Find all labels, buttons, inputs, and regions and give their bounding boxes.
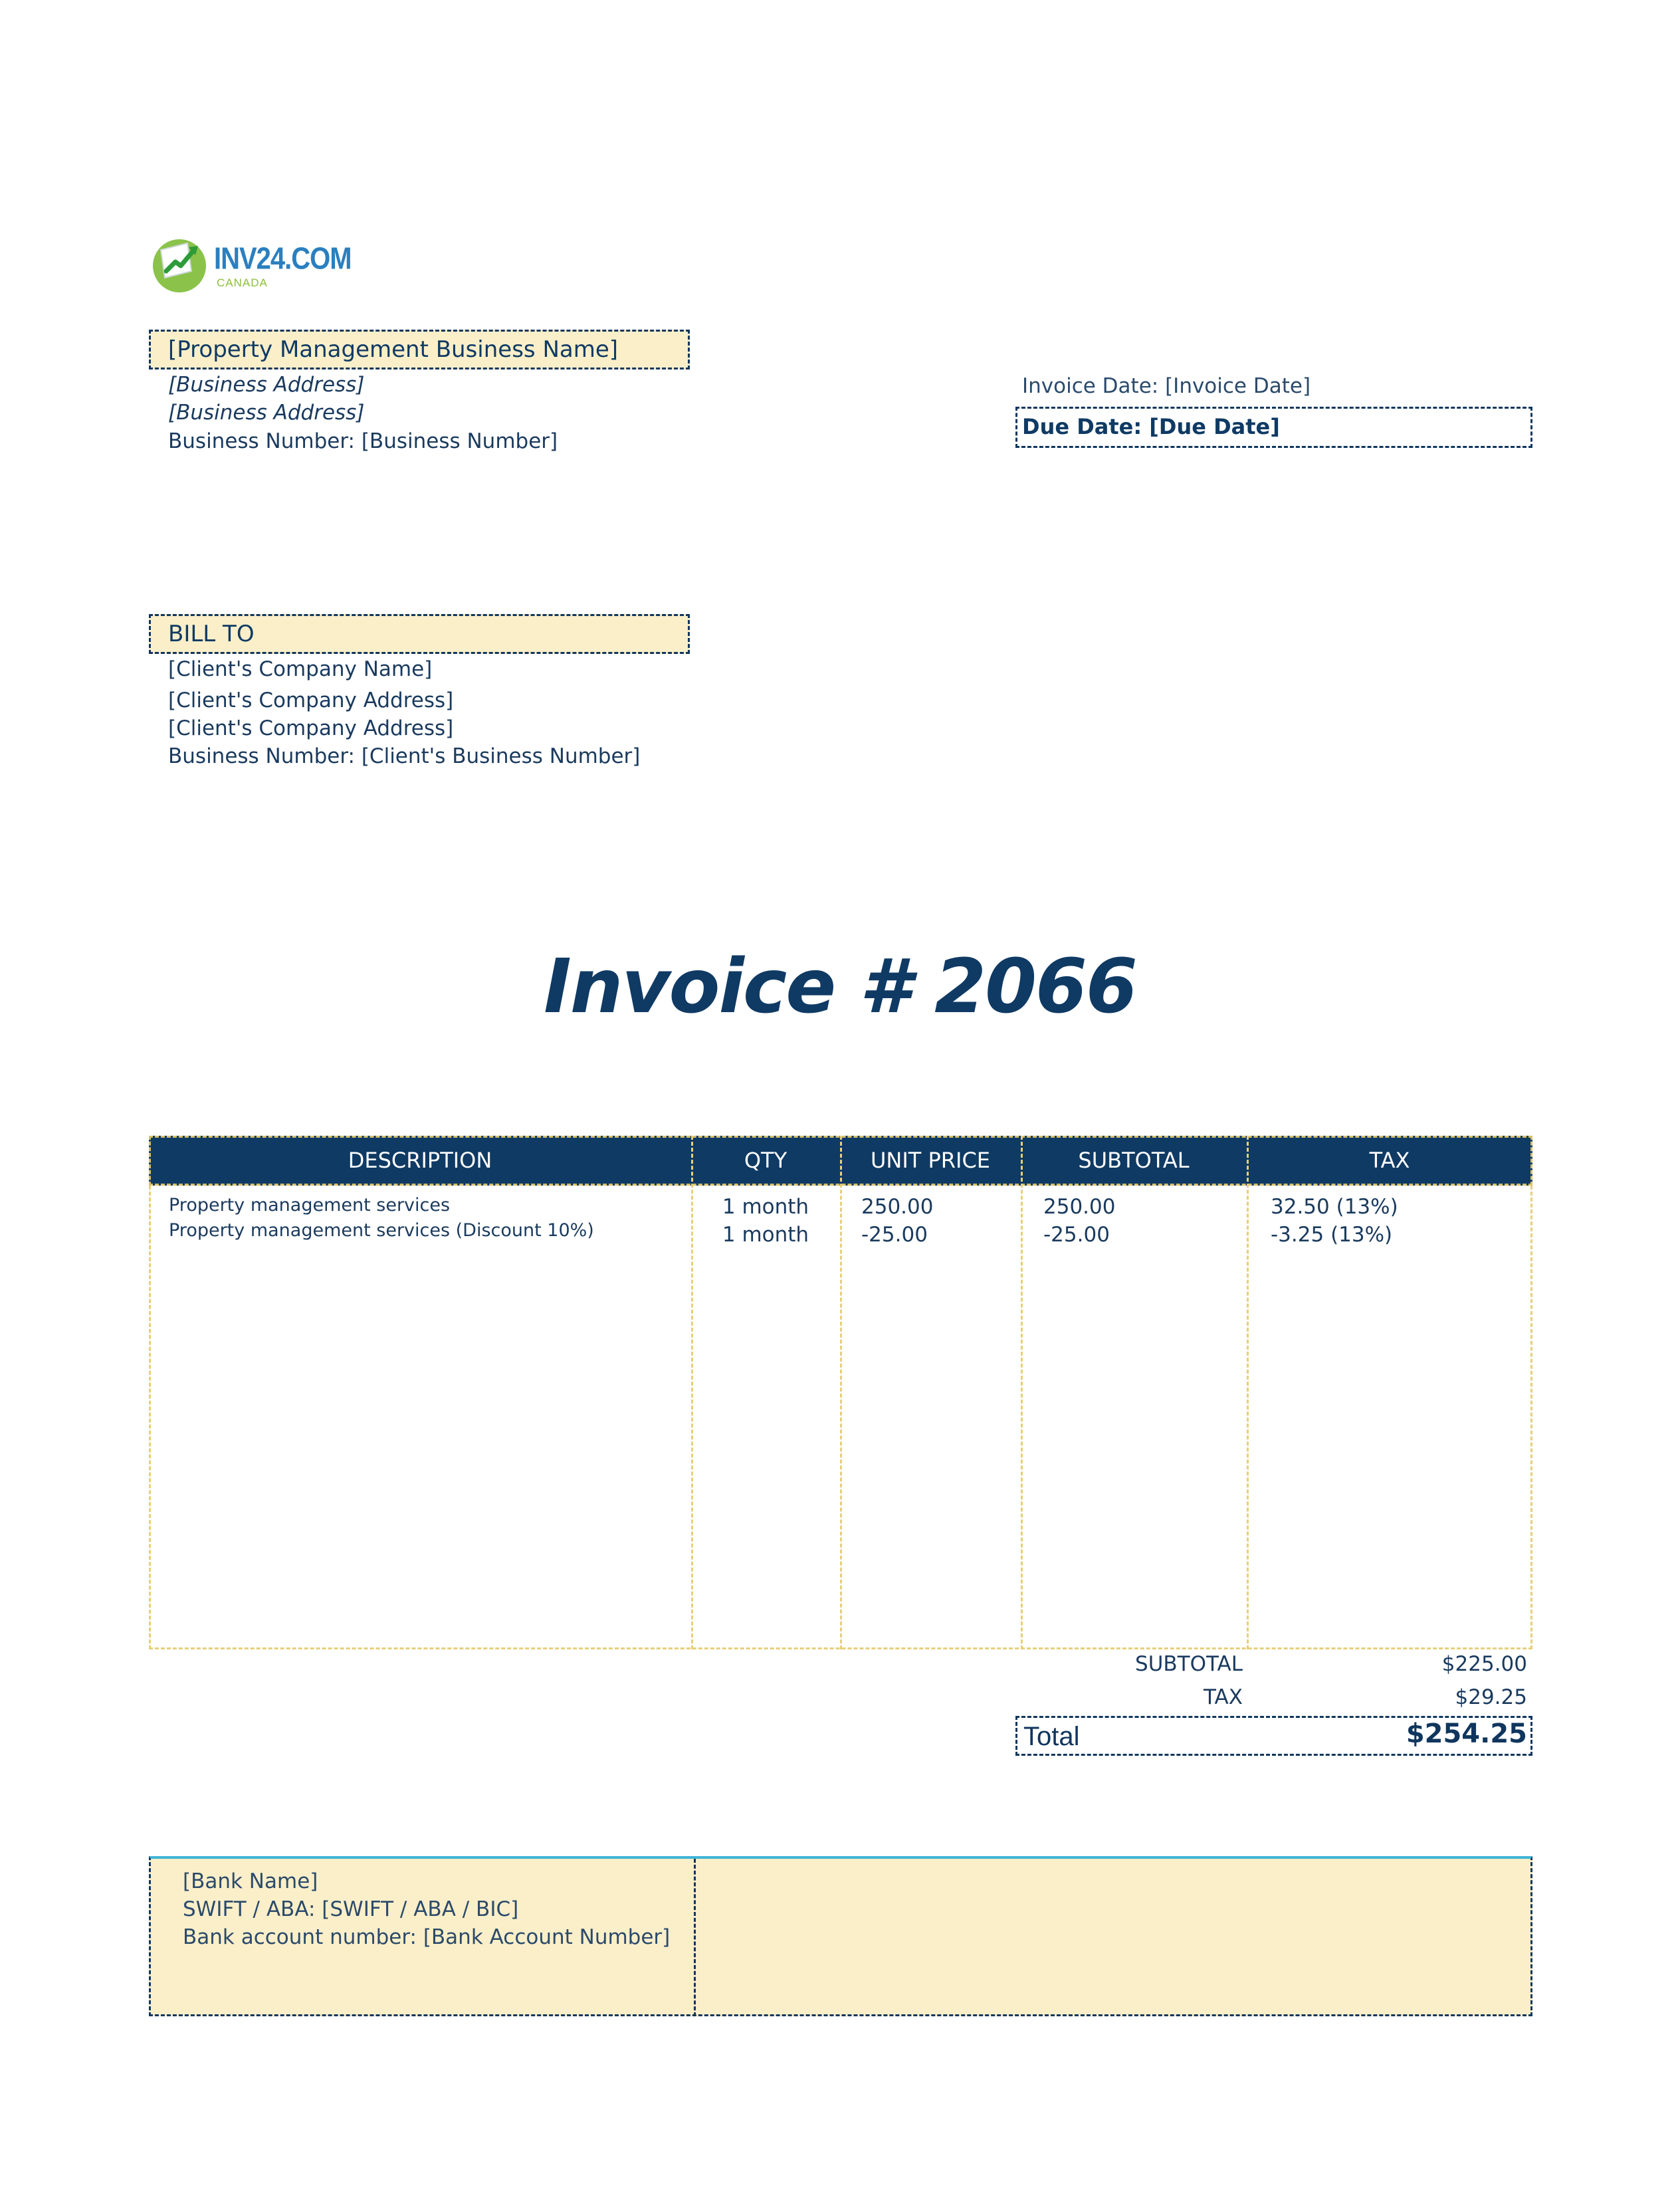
row-1-unit-price[interactable]: 250.00 [861, 1195, 934, 1219]
header-description: DESCRIPTION [348, 1148, 492, 1173]
bill-to-heading: BILL TO [168, 621, 255, 647]
growth-arrow-icon [150, 234, 211, 295]
header-tax: TAX [1369, 1148, 1410, 1173]
tax-value: $29.25 [1455, 1685, 1527, 1709]
header-unit-price: UNIT PRICE [870, 1148, 991, 1173]
bank-name[interactable]: [Bank Name] [183, 1869, 318, 1893]
row-1-qty[interactable]: 1 month [722, 1195, 809, 1219]
invoice-title: Invoice # 2066 [544, 944, 1136, 1030]
client-company-name[interactable]: [Client's Company Name] [168, 657, 433, 681]
header-subtotal: SUBTOTAL [1078, 1148, 1190, 1173]
due-date[interactable]: Due Date: [Due Date] [1022, 414, 1280, 439]
row-2-tax[interactable]: -3.25 (13%) [1271, 1223, 1393, 1247]
row-1-subtotal[interactable]: 250.00 [1043, 1195, 1116, 1219]
invoice-date[interactable]: Invoice Date: [Invoice Date] [1022, 374, 1311, 398]
client-business-number[interactable]: Business Number: [Client's Business Number] [168, 744, 641, 768]
total-value: $254.25 [1406, 1719, 1527, 1749]
line-items-table [149, 1136, 1532, 1649]
business-number[interactable]: Business Number: [Business Number] [168, 429, 558, 453]
subtotal-label: SUBTOTAL [1135, 1652, 1243, 1676]
business-address-2[interactable]: [Business Address] [168, 401, 365, 425]
bank-account[interactable]: Bank account number: [Bank Account Number] [183, 1925, 671, 1949]
business-address-1[interactable]: [Business Address] [168, 373, 365, 397]
logo-region: CANADA [217, 276, 268, 289]
row-2-qty[interactable]: 1 month [722, 1223, 809, 1247]
business-name[interactable]: [Property Management Business Name] [168, 336, 619, 363]
row-1-description[interactable]: Property management services [169, 1195, 451, 1215]
subtotal-value: $225.00 [1441, 1652, 1527, 1676]
client-address-1[interactable]: [Client's Company Address] [168, 688, 454, 712]
bank-swift[interactable]: SWIFT / ABA: [SWIFT / ABA / BIC] [183, 1897, 519, 1921]
row-2-description[interactable]: Property management services (Discount 10%) [169, 1220, 594, 1241]
header-qty: QTY [744, 1148, 788, 1173]
row-2-subtotal[interactable]: -25.00 [1043, 1223, 1110, 1247]
tax-label: TAX [1204, 1685, 1243, 1709]
logo-brand: INV24.COM [214, 242, 352, 276]
row-2-unit-price[interactable]: -25.00 [861, 1223, 928, 1247]
bank-divider [694, 1859, 696, 2016]
client-address-2[interactable]: [Client's Company Address] [168, 716, 454, 740]
total-label: Total [1023, 1722, 1080, 1751]
row-1-tax[interactable]: 32.50 (13%) [1271, 1195, 1398, 1219]
